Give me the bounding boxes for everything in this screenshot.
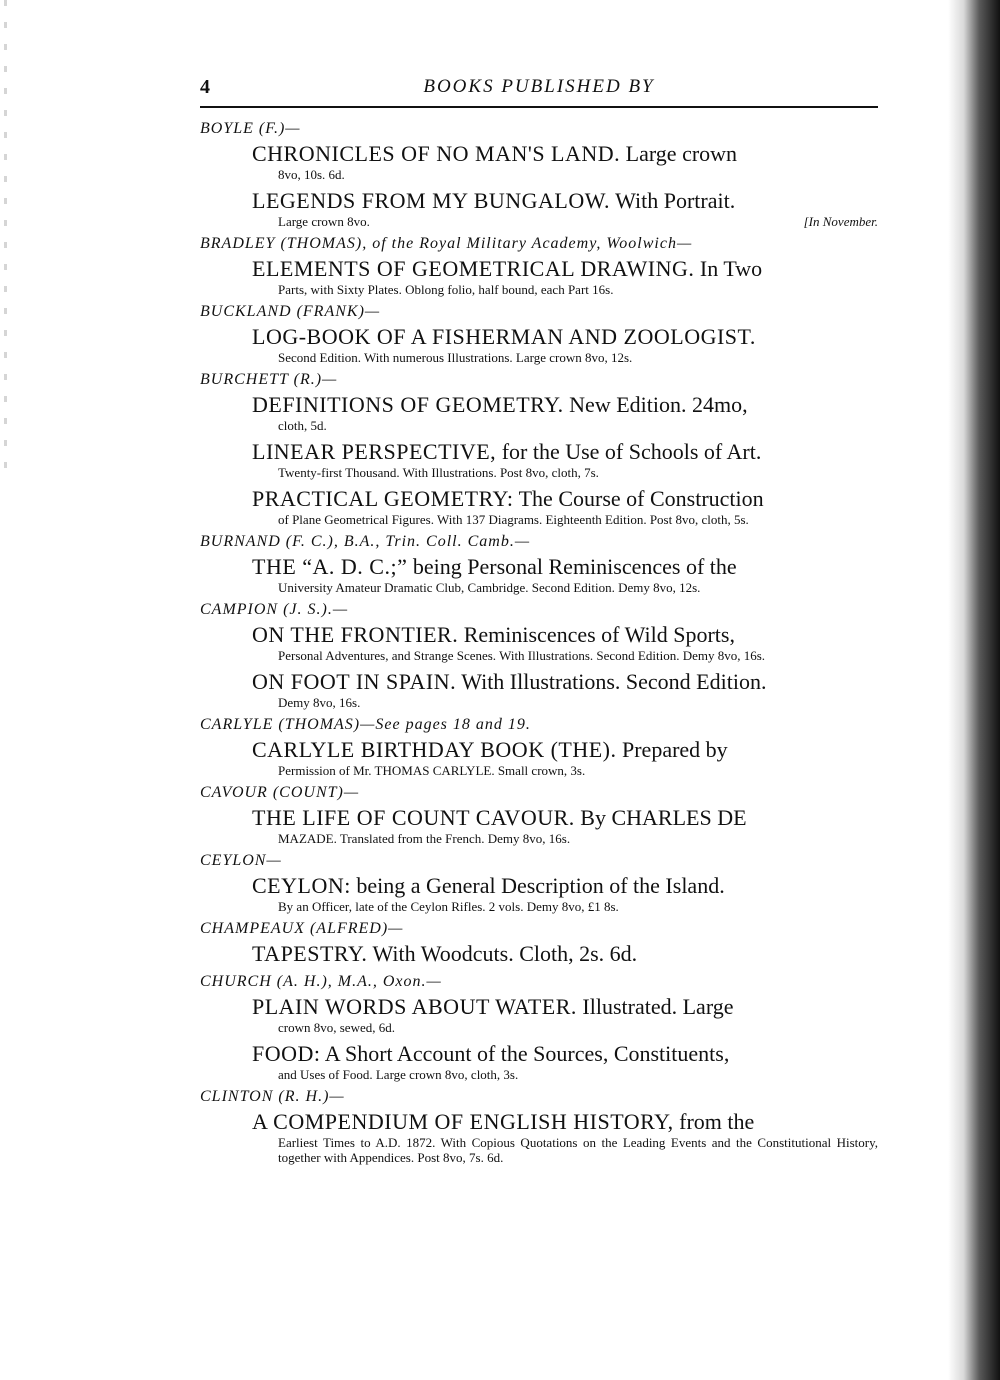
author-heading: BUCKLAND (FRANK)— — [200, 303, 381, 320]
author-section — [200, 1088, 878, 1165]
book-title: THE LIFE OF COUNT CAVOUR. — [252, 805, 575, 830]
book-entry — [252, 188, 878, 229]
book-entry — [252, 994, 878, 1035]
book-title: THE “A. D. C.;” — [252, 554, 408, 579]
book-title: ON FOOT IN SPAIN. — [252, 669, 457, 694]
book-title-line — [252, 256, 878, 282]
book-description — [278, 282, 878, 297]
book-title-rest: for the Use of Schools of Art. — [496, 439, 762, 464]
book-title-rest: Large crown — [620, 141, 738, 166]
book-title-rest: Reminiscences of Wild Sports, — [458, 622, 735, 647]
author-section — [200, 235, 878, 297]
author-section — [200, 303, 878, 365]
book-description — [278, 1020, 878, 1035]
book-description-text: 8vo, 10s. 6d. — [278, 167, 345, 182]
book-description — [278, 580, 878, 595]
book-description — [278, 831, 878, 846]
book-title-line — [252, 622, 878, 648]
book-description — [278, 512, 878, 527]
book-title: CHRONICLES OF NO MAN'S LAND. — [252, 141, 621, 166]
book-title-rest: With Portrait. — [610, 188, 736, 213]
book-title: FOOD: — [252, 1041, 321, 1066]
scan-specks — [4, 0, 7, 480]
page-edge-shadow — [948, 0, 1000, 1380]
book-description-text: Second Edition. With numerous Illustrations. Large crown 8vo, 12s. — [278, 350, 633, 365]
book-title: CARLYLE BIRTHDAY BOOK (THE). — [252, 737, 617, 762]
author-heading: CARLYLE (THOMAS)—See pages 18 and 19. — [200, 716, 531, 733]
running-title: BOOKS PUBLISHED BY — [423, 76, 655, 97]
book-entry — [252, 941, 878, 967]
book-description-text: MAZADE. Translated from the French. Demy 8vo, 16s. — [278, 831, 571, 846]
book-title-line — [252, 188, 878, 214]
book-title-line — [252, 554, 878, 580]
book-description — [278, 648, 878, 663]
author-heading: CLINTON (R. H.)— — [200, 1088, 345, 1105]
book-title-line — [252, 941, 878, 967]
book-title-line — [252, 994, 878, 1020]
book-description — [278, 763, 878, 778]
book-title: PLAIN WORDS ABOUT WATER. — [252, 994, 577, 1019]
catalogue-list — [200, 120, 878, 1165]
book-title-rest: from the — [673, 1109, 755, 1134]
book-description-text: crown 8vo, sewed, 6d. — [278, 1020, 395, 1035]
author-section — [200, 852, 878, 914]
book-description — [278, 350, 878, 365]
author-heading: BRADLEY (THOMAS), of the Royal Military Academy, Woolwich— — [200, 235, 693, 252]
book-description-text: cloth, 5d. — [278, 418, 327, 433]
publication-note: [In November. — [803, 214, 878, 229]
book-title-line — [252, 439, 878, 465]
book-title-line — [252, 737, 878, 763]
header-rule — [200, 106, 878, 108]
book-title-rest: With Woodcuts. Cloth, 2s. 6d. — [367, 941, 638, 966]
book-title-line — [252, 392, 878, 418]
book-description-text: By an Officer, late of the Ceylon Rifles. 2 vols. Demy 8vo, £1 8s. — [278, 899, 619, 914]
book-title-rest: being Personal Reminiscences of the — [407, 554, 737, 579]
book-description-text: Large crown 8vo. — [278, 214, 370, 229]
book-description — [278, 1067, 878, 1082]
book-title-line — [252, 486, 878, 512]
book-description-text: Parts, with Sixty Plates. Oblong folio, half bound, each Part 16s. — [278, 282, 614, 297]
book-description-text: Personal Adventures, and Strange Scenes. With Illustrations. Second Edition. Demy 8vo, 16s. — [278, 648, 766, 663]
book-title-rest: In Two — [694, 256, 763, 281]
book-title: LINEAR PERSPECTIVE, — [252, 439, 497, 464]
author-heading: BURNAND (F. C.), B.A., Trin. Coll. Camb.— — [200, 533, 531, 550]
book-description — [278, 167, 878, 182]
book-title-rest: New Edition. 24mo, — [563, 392, 748, 417]
book-entry — [252, 669, 878, 710]
book-description-text: Earliest Times to A.D. 1872. With Copious Quotations on the Leading Events and the Constitutional History, together with Appendices. Post 8vo, 7s. 6d. — [278, 1135, 878, 1165]
book-title: ELEMENTS OF GEOMETRICAL DRAWING. — [252, 256, 695, 281]
book-title-rest: being a General Description of the Island. — [350, 873, 725, 898]
book-description — [278, 1135, 878, 1165]
book-description — [278, 418, 878, 433]
book-title: LEGENDS FROM MY BUNGALOW. — [252, 188, 611, 213]
book-entry — [252, 554, 878, 595]
book-title-line — [252, 805, 878, 831]
book-entry — [252, 1109, 878, 1165]
book-description-text: Demy 8vo, 16s. — [278, 695, 361, 710]
book-title-rest: The Course of Construction — [513, 486, 764, 511]
book-description-text: Twenty-first Thousand. With Illustrations. Post 8vo, cloth, 7s. — [278, 465, 599, 480]
book-title-rest: Illustrated. Large — [576, 994, 734, 1019]
book-title: TAPESTRY. — [252, 941, 368, 966]
book-title-rest: A Short Account of the Sources, Constituents, — [320, 1041, 730, 1066]
author-section — [200, 533, 878, 595]
book-entry — [252, 873, 878, 914]
book-description-text: of Plane Geometrical Figures. With 137 Diagrams. Eighteenth Edition. Post 8vo, cloth, 5s. — [278, 512, 749, 527]
author-heading: CHAMPEAUX (ALFRED)— — [200, 920, 404, 937]
book-entry — [252, 392, 878, 433]
book-title-rest: With Illustrations. Second Edition. — [456, 669, 767, 694]
book-title: A COMPENDIUM OF ENGLISH HISTORY, — [252, 1109, 674, 1134]
book-title: DEFINITIONS OF GEOMETRY. — [252, 392, 564, 417]
book-title: PRACTICAL GEOMETRY: — [252, 486, 514, 511]
book-entry — [252, 256, 878, 297]
book-description — [278, 899, 878, 914]
book-entry — [252, 486, 878, 527]
book-entry — [252, 324, 878, 365]
book-description — [278, 465, 878, 480]
book-entry — [252, 141, 878, 182]
page-content — [200, 72, 878, 1171]
book-title: ON THE FRONTIER. — [252, 622, 459, 647]
page-number: 4 — [200, 76, 210, 98]
author-heading: BURCHETT (R.)— — [200, 371, 338, 388]
author-section — [200, 371, 878, 527]
book-description-text: and Uses of Food. Large crown 8vo, cloth, 3s. — [278, 1067, 519, 1082]
author-section — [200, 716, 878, 778]
book-title-line — [252, 1041, 878, 1067]
author-heading: CAMPION (J. S.).— — [200, 601, 349, 618]
book-entry — [252, 439, 878, 480]
book-title-line — [252, 1109, 878, 1135]
author-heading: CAVOUR (COUNT)— — [200, 784, 360, 801]
page-header — [200, 72, 878, 106]
book-title-rest: By CHARLES DE — [574, 805, 747, 830]
book-description-text: University Amateur Dramatic Club, Cambridge. Second Edition. Demy 8vo, 12s. — [278, 580, 701, 595]
book-title-rest: Prepared by — [616, 737, 728, 762]
book-title-line — [252, 324, 878, 350]
book-title-line — [252, 873, 878, 899]
book-title: LOG-BOOK OF A FISHERMAN AND ZOOLOGIST. — [252, 324, 756, 349]
author-section — [200, 784, 878, 846]
book-description — [278, 214, 878, 229]
author-section — [200, 920, 878, 967]
book-entry — [252, 737, 878, 778]
author-heading: CEYLON— — [200, 852, 282, 869]
book-entry — [252, 622, 878, 663]
author-section — [200, 120, 878, 229]
book-title-line — [252, 669, 878, 695]
author-heading: BOYLE (F.)— — [200, 120, 301, 137]
book-description — [278, 695, 878, 710]
author-heading: CHURCH (A. H.), M.A., Oxon.— — [200, 973, 442, 990]
book-title: CEYLON: — [252, 873, 351, 898]
author-section — [200, 973, 878, 1082]
book-description-text: Permission of Mr. THOMAS CARLYLE. Small crown, 3s. — [278, 763, 586, 778]
book-entry — [252, 1041, 878, 1082]
book-title-line — [252, 141, 878, 167]
book-entry — [252, 805, 878, 846]
author-section — [200, 601, 878, 710]
